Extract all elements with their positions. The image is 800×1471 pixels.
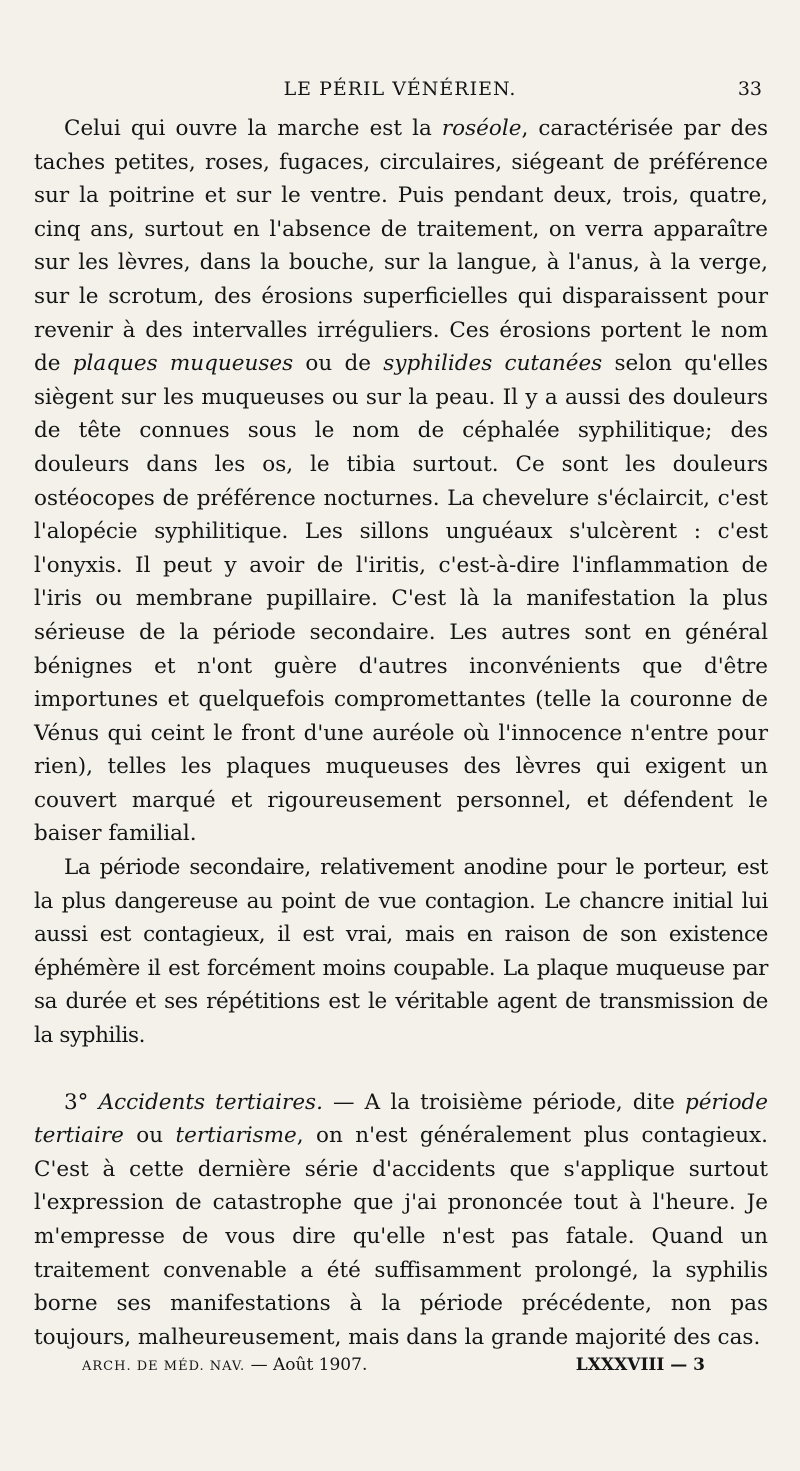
text-run: ou de bbox=[293, 351, 384, 377]
text-run: ou bbox=[123, 1123, 176, 1149]
running-title: LE PÉRIL VÉNÉRIEN. bbox=[283, 78, 517, 100]
running-header bbox=[36, 78, 764, 108]
paragraph-tertiary-accidents bbox=[34, 1086, 768, 1355]
text-run: , on n'est généralement plus contagieux. C'est à cette dernière série d'accidents que s'applique surtout l'expression de catastrophe que j'ai prononcée tout à l'heure. Je m'empresse de vous dire qu'elle n'est pas fatale. Quand un traitement convenable a été suffisamment prolongé, la syphilis borne ses manifestations à la période précédente, non pas toujours, malheureusement, mais dans la grande majorité des cas. bbox=[34, 1123, 768, 1350]
signature-mark: LXXXVIII — 3 bbox=[575, 1355, 705, 1375]
text-run: selon qu'elles siègent sur les muqueuses ou sur la peau. Il y a aussi des douleurs de tête connues sous le nom de céphalée syphilitique; des douleurs dans les os, le tibia surtout. Ce sont les douleurs ostéocopes de préférence nocturnes. La chevelure s'éclaircit, c'est l'alopécie syphilitique. Les sillons unguéaux s'ulcèrent : c'est l'onyxis. Il peut y avoir de l'iritis, c'est-à-dire l'inflammation de l'iris ou membrane pupillaire. C'est là la manifestation la plus sérieuse de la période secondaire. Les autres sont en général bénignes et n'ont guère d'autres inconvénients que d'être importunes et quelquefois compromettantes (telle la couronne de Vénus qui ceint le front d'une auréole où l'innocence n'entre pour rien), telles les plaques muqueuses des lèvres qui exigent un couvert marqué et rigoureusement personnel, et défendent le baiser familial. bbox=[34, 351, 768, 847]
text-run: Celui qui ouvre la marche est la bbox=[64, 116, 442, 141]
body-text bbox=[34, 112, 768, 1354]
paragraph-contagion bbox=[34, 851, 768, 1053]
issue-date: — Août 1907. bbox=[250, 1355, 368, 1375]
italic-term: syphilides cutanées bbox=[383, 351, 603, 377]
text-run: , caractérisée par des taches petites, roses, fugaces, circulaires, siégeant de préférence sur la poitrine et sur le ventre. Puis pendant deux, trois, quatre, cinq ans, surtout en l'absence de traitement, on verra apparaître sur les lèvres, dans la bouche, sur la langue, à l'anus, à la verge, sur le scrotum, des érosions superficielles qui disparaissent pour revenir à des intervalles irréguliers. Ces érosions portent le nom de bbox=[34, 116, 768, 377]
italic-term: roséole bbox=[441, 116, 522, 141]
italic-term: plaques muqueuses bbox=[72, 351, 294, 377]
italic-term: Accidents tertiaires. bbox=[98, 1089, 323, 1115]
text-run: La période secondaire, relativement anodine pour le porteur, est la plus dangereuse au point de vue contagion. Le chancre initial lui aussi est contagieux, il est vrai, mais en raison de son existence éphémère il est forcément moins coupable. La plaque muqueuse par sa durée et ses répétitions est le véritable agent de transmission de la syphilis. bbox=[34, 855, 768, 1049]
text-run: — A la troisième période, dite bbox=[322, 1089, 685, 1115]
page-number: 33 bbox=[737, 78, 762, 100]
paragraph-secondary-symptoms bbox=[34, 112, 768, 851]
page-footer bbox=[82, 1355, 705, 1383]
text-run: 3° bbox=[64, 1089, 99, 1115]
journal-abbreviation: ARCH. DE MÉD. NAV. bbox=[82, 1359, 246, 1374]
italic-term: tertiarisme bbox=[175, 1123, 297, 1149]
italic-term: période tertiaire bbox=[34, 1089, 769, 1149]
